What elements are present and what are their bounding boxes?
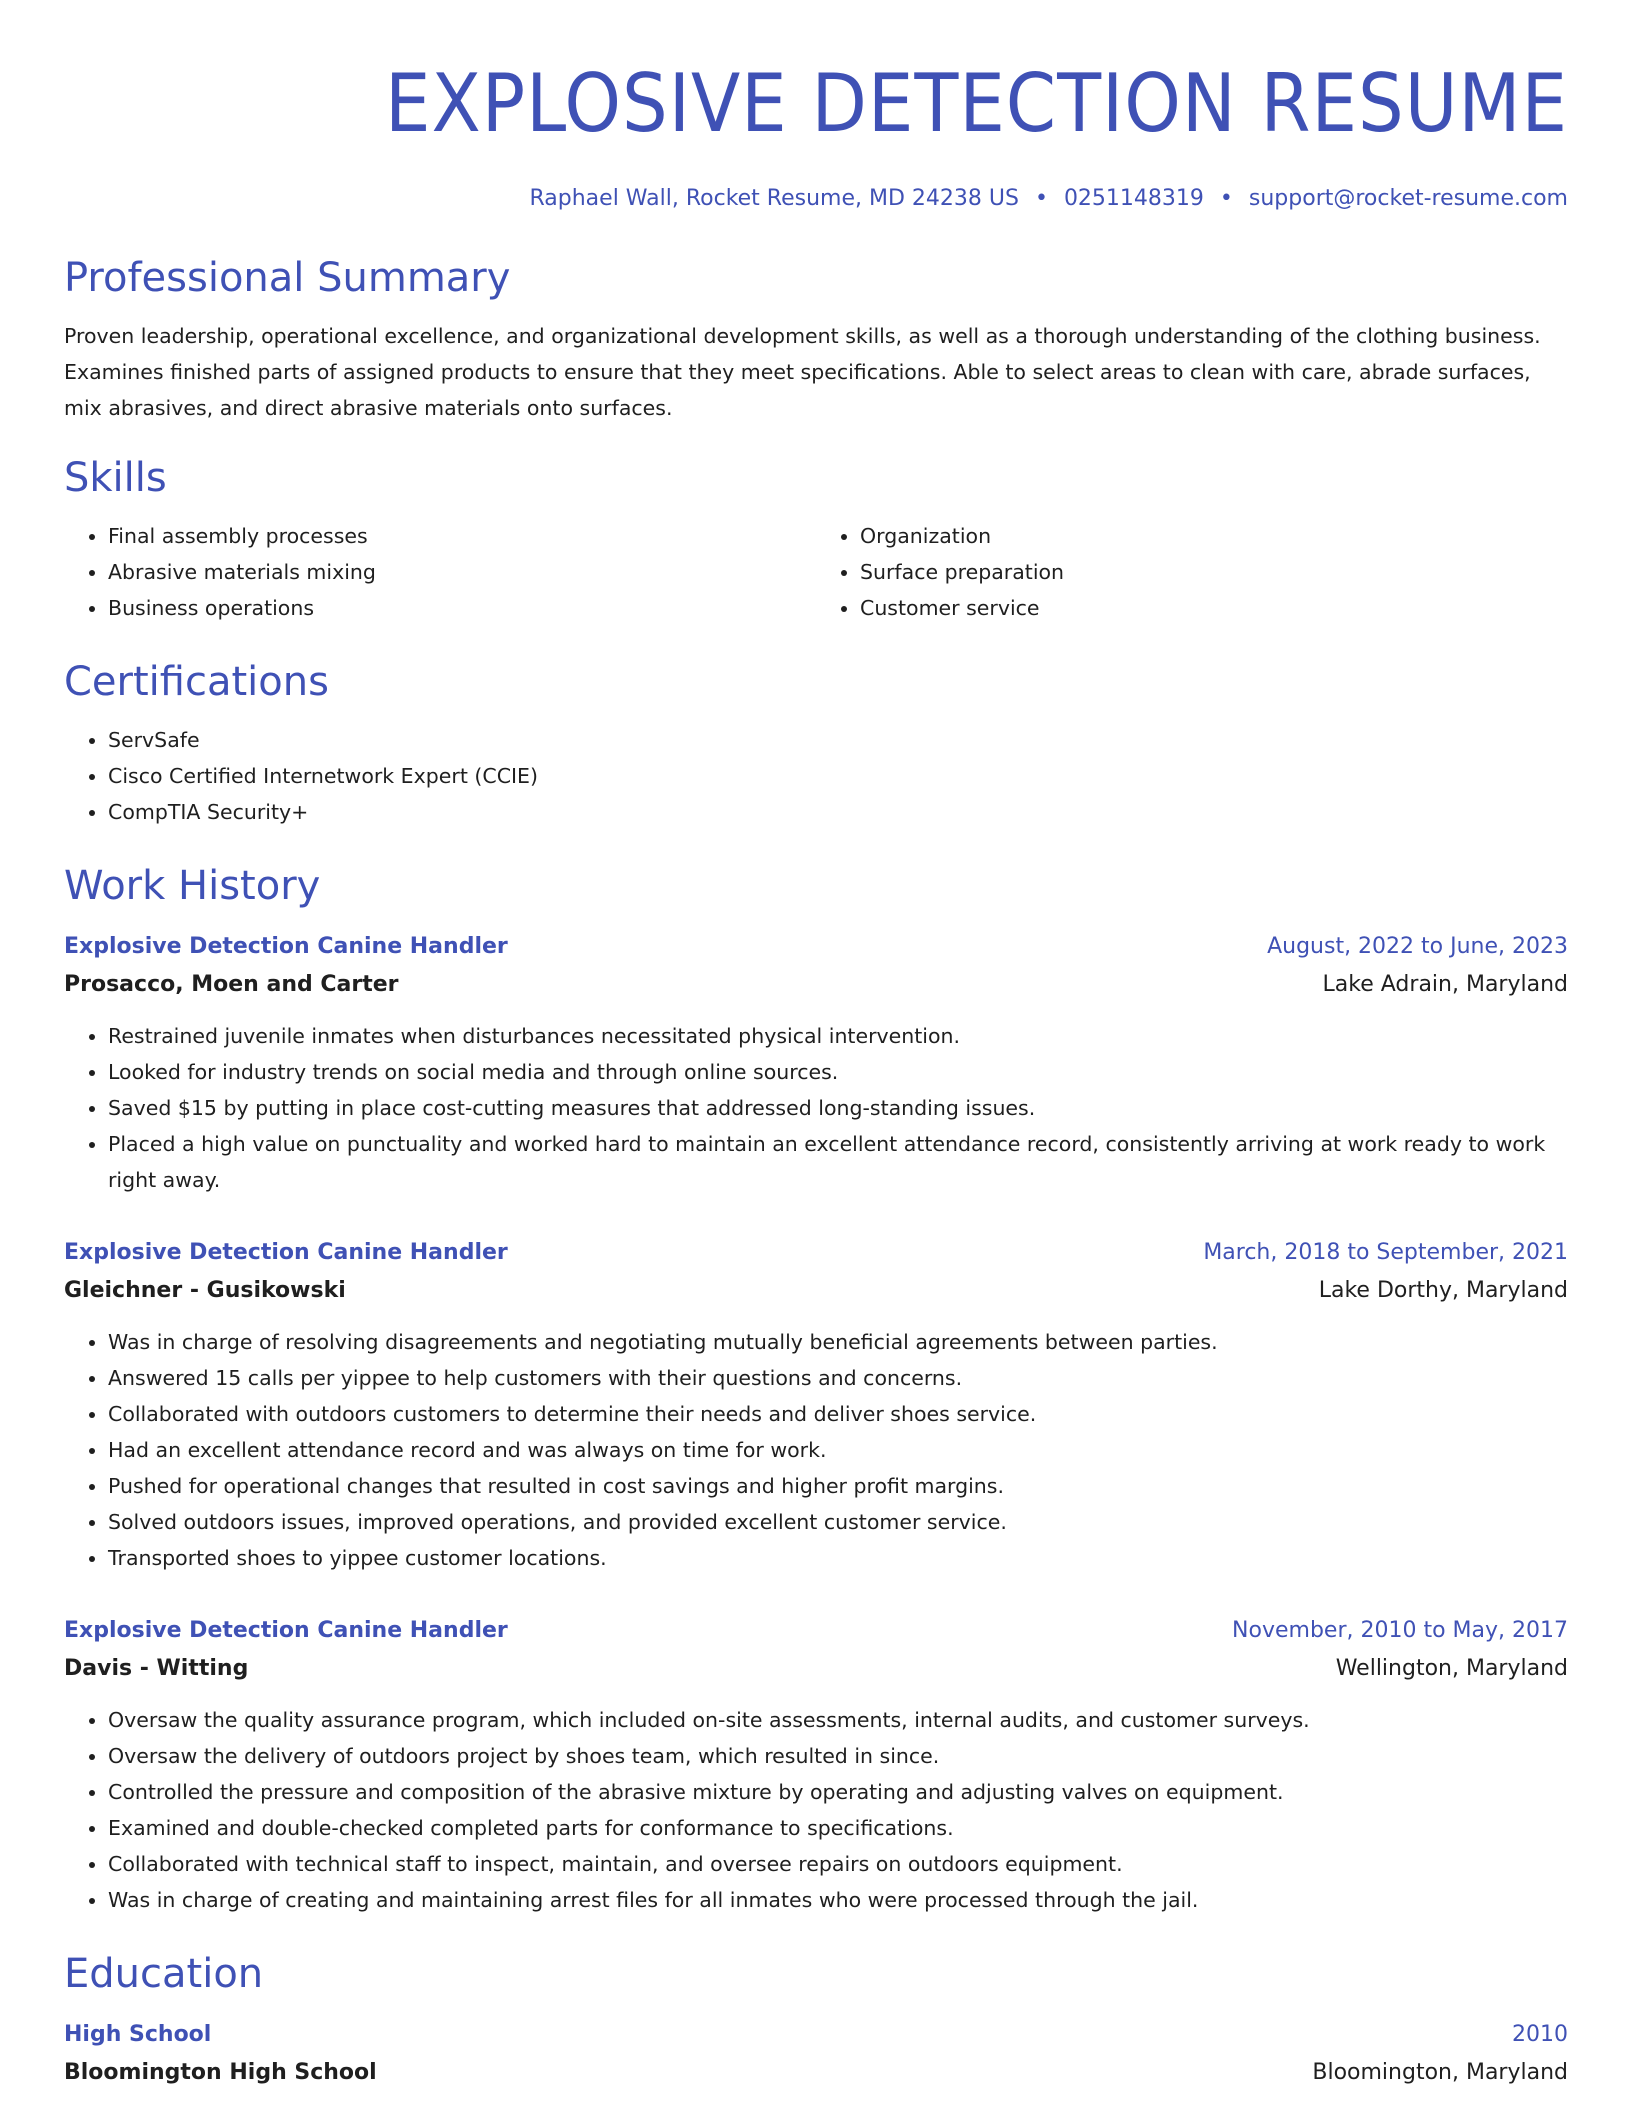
job-header bbox=[64, 928, 1568, 966]
certification-item: • ServSafe bbox=[108, 722, 1568, 758]
contact-line bbox=[64, 184, 1568, 214]
education-degree: High School bbox=[64, 2022, 212, 2047]
skill-item: • Abrasive materials mixing bbox=[108, 554, 816, 590]
job-title: Explosive Detection Canine Handler bbox=[64, 934, 508, 959]
skills-list-left bbox=[64, 518, 816, 626]
job-location: Wellington, Maryland bbox=[1335, 1656, 1568, 1681]
contact-address: Raphael Wall, Rocket Resume, MD 24238 US bbox=[529, 186, 1019, 211]
skills-section bbox=[64, 452, 1568, 626]
job-title: Explosive Detection Canine Handler bbox=[64, 1618, 508, 1643]
skill-item: • Organization bbox=[860, 518, 1568, 554]
job-dates: August, 2022 to June, 2023 bbox=[1267, 934, 1568, 959]
education-header bbox=[64, 2016, 1568, 2054]
contact-separator: • bbox=[1219, 186, 1233, 211]
job-bullet: • Was in charge of resolving disagreements and negotiating mutually beneficial agreements between parties. bbox=[108, 1324, 1568, 1360]
skill-item: • Customer service bbox=[860, 590, 1568, 626]
job-subheader bbox=[64, 1650, 1568, 1688]
job-bullet: • Collaborated with technical staff to inspect, maintain, and oversee repairs on outdoors equipment. bbox=[108, 1846, 1568, 1882]
contact-phone: 0251148319 bbox=[1063, 186, 1204, 211]
job-bullets bbox=[64, 1702, 1568, 1918]
job-header bbox=[64, 1234, 1568, 1272]
job-bullet: • Placed a high value on punctuality and worked hard to maintain an excellent attendance record, consistently arriving at work ready to work right away. bbox=[108, 1126, 1568, 1198]
job-bullet: • Examined and double-checked completed parts for conformance to specifications. bbox=[108, 1810, 1568, 1846]
resume-title: EXPLOSIVE DETECTION RESUME bbox=[385, 57, 1568, 150]
education-entry bbox=[64, 2016, 1568, 2092]
job-entry bbox=[64, 928, 1568, 1198]
job-title: Explosive Detection Canine Handler bbox=[64, 1240, 508, 1265]
job-bullet: • Oversaw the quality assurance program, which included on-site assessments, internal audits, and customer surveys. bbox=[108, 1702, 1568, 1738]
job-subheader bbox=[64, 966, 1568, 1004]
skill-item: • Final assembly processes bbox=[108, 518, 816, 554]
certifications-list bbox=[64, 722, 1568, 830]
job-dates: November, 2010 to May, 2017 bbox=[1232, 1618, 1568, 1643]
education-section bbox=[64, 1948, 1568, 2092]
job-bullet: • Answered 15 calls per yippee to help customers with their questions and concerns. bbox=[108, 1360, 1568, 1396]
job-bullet: • Restrained juvenile inmates when disturbances necessitated physical intervention. bbox=[108, 1018, 1568, 1054]
job-bullet: • Had an excellent attendance record and was always on time for work. bbox=[108, 1432, 1568, 1468]
skills-heading: Skills bbox=[64, 455, 167, 501]
certification-item: • CompTIA Security+ bbox=[108, 794, 1568, 830]
job-bullet: • Controlled the pressure and composition of the abrasive mixture by operating and adjusting valves on equipment. bbox=[108, 1774, 1568, 1810]
job-entry bbox=[64, 1612, 1568, 1918]
skills-list-right bbox=[816, 518, 1568, 626]
job-bullet: • Solved outdoors issues, improved operations, and provided excellent customer service. bbox=[108, 1504, 1568, 1540]
work-history-section bbox=[64, 860, 1568, 1918]
job-bullet: • Collaborated with outdoors customers to determine their needs and deliver shoes service. bbox=[108, 1396, 1568, 1432]
job-bullet: • Oversaw the delivery of outdoors project by shoes team, which resulted in since. bbox=[108, 1738, 1568, 1774]
job-entry bbox=[64, 1234, 1568, 1576]
education-location: Bloomington, Maryland bbox=[1312, 2060, 1568, 2085]
job-bullet: • Looked for industry trends on social media and through online sources. bbox=[108, 1054, 1568, 1090]
job-employer: Davis - Witting bbox=[64, 1656, 249, 1681]
job-location: Lake Dorthy, Maryland bbox=[1318, 1278, 1568, 1303]
skill-item: • Business operations bbox=[108, 590, 816, 626]
job-dates: March, 2018 to September, 2021 bbox=[1203, 1240, 1568, 1265]
job-bullets bbox=[64, 1324, 1568, 1576]
skills-grid bbox=[64, 518, 1568, 626]
summary-text: Proven leadership, operational excellence, and organizational development skills, as well as a thorough understanding of the clothing business. Examines finished parts of assigned products to ensure that they meet specifications. Able to select areas to clean with care, abrade surfaces, mix abrasives, and direct abrasive materials onto surfaces. bbox=[64, 324, 1541, 420]
summary-heading: Professional Summary bbox=[64, 255, 511, 301]
education-subheader bbox=[64, 2054, 1568, 2092]
job-bullet: • Saved $15 by putting in place cost-cutting measures that addressed long-standing issues. bbox=[108, 1090, 1568, 1126]
education-year: 2010 bbox=[1512, 2022, 1568, 2047]
job-bullet: • Transported shoes to yippee customer locations. bbox=[108, 1540, 1568, 1576]
summary-section bbox=[64, 252, 1568, 426]
certifications-section bbox=[64, 656, 1568, 830]
work-history-heading: Work History bbox=[64, 863, 321, 909]
certifications-heading: Certifications bbox=[64, 659, 329, 705]
job-bullet: • Pushed for operational changes that resulted in cost savings and higher profit margins. bbox=[108, 1468, 1568, 1504]
contact-email: support@rocket-resume.com bbox=[1248, 186, 1568, 211]
job-subheader bbox=[64, 1272, 1568, 1310]
job-bullet: • Was in charge of creating and maintaining arrest files for all inmates who were processed through the jail. bbox=[108, 1882, 1568, 1918]
skill-item: • Surface preparation bbox=[860, 554, 1568, 590]
contact-separator: • bbox=[1034, 186, 1048, 211]
job-employer: Prosacco, Moen and Carter bbox=[64, 972, 399, 997]
education-heading: Education bbox=[64, 1951, 264, 1997]
education-school: Bloomington High School bbox=[64, 2060, 377, 2085]
job-header bbox=[64, 1612, 1568, 1650]
certification-item: • Cisco Certified Internetwork Expert (CCIE) bbox=[108, 758, 1568, 794]
job-bullets bbox=[64, 1018, 1568, 1198]
job-location: Lake Adrain, Maryland bbox=[1322, 972, 1568, 997]
job-employer: Gleichner - Gusikowski bbox=[64, 1278, 346, 1303]
